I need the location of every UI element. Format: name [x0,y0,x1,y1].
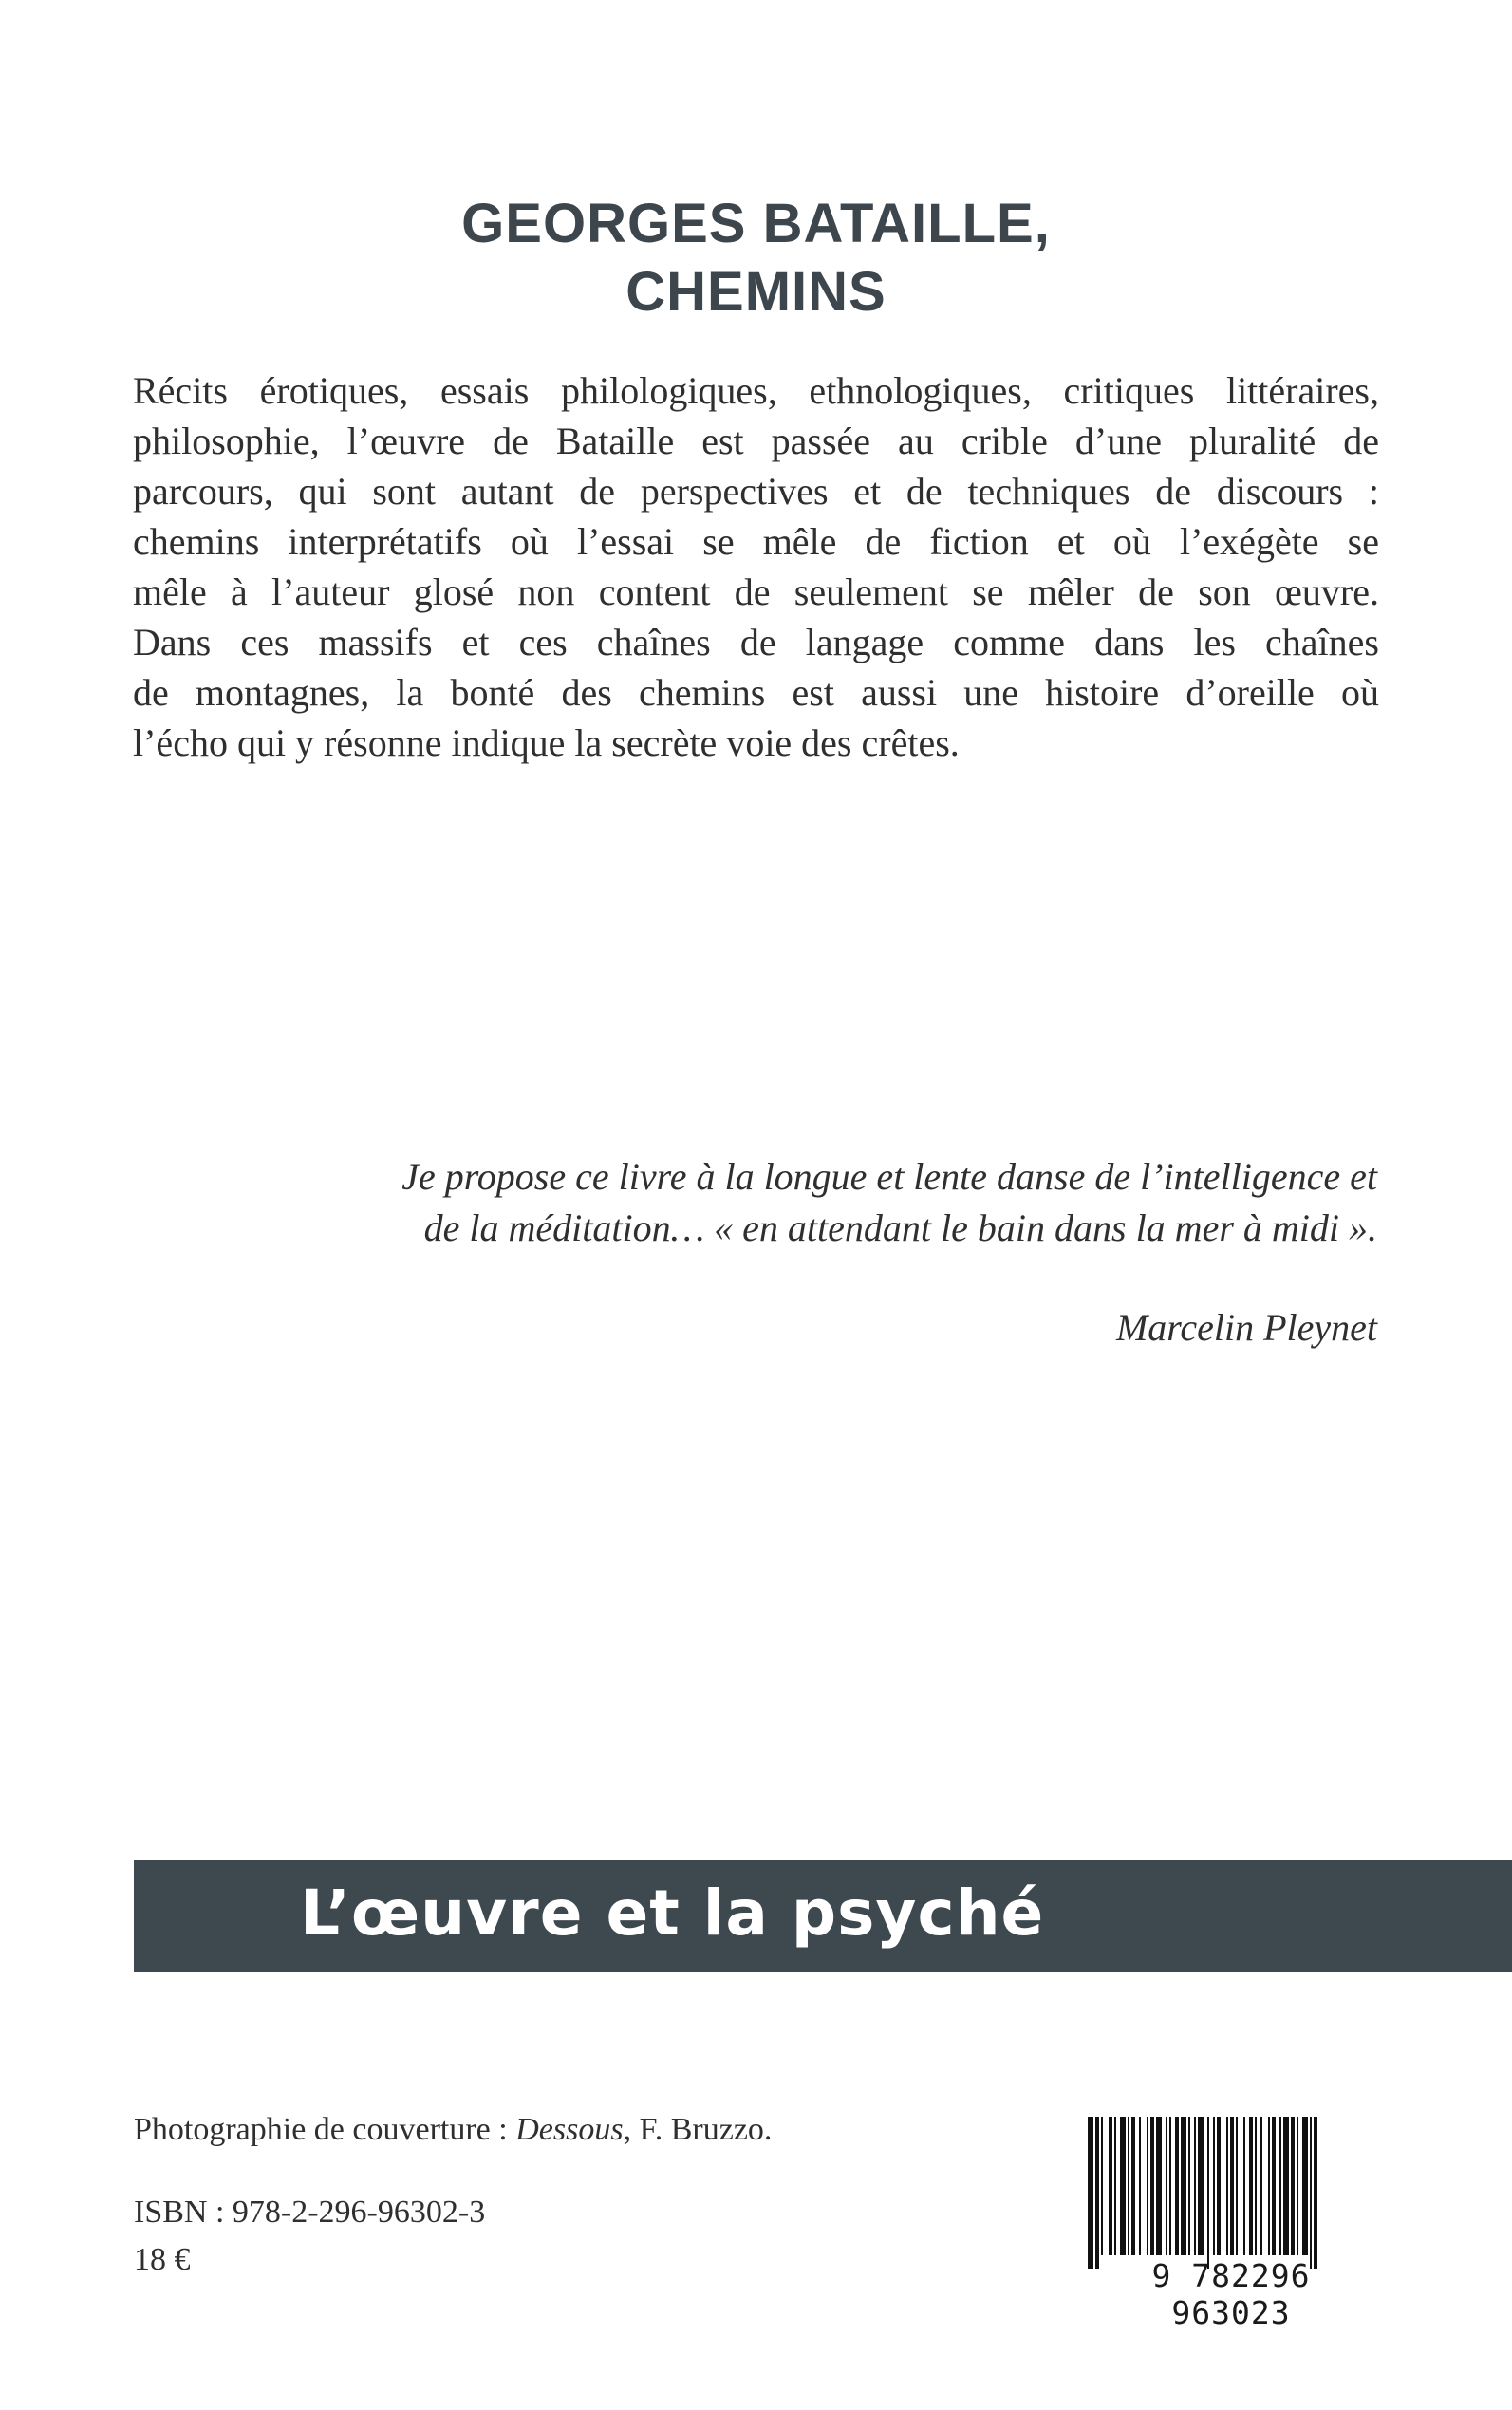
barcode-bar [1226,2117,1228,2255]
isbn-text: ISBN : 978-2-296-96302-3 [134,2195,486,2230]
barcode-digits: 9 782296 963023 [1151,2257,1311,2331]
barcode-bar [1243,2117,1245,2255]
quote-author: Marcelin Pleynet [1115,1306,1377,1349]
series-label: L’œuvre et la psyché [300,1877,1045,1950]
barcode-bar [1114,2117,1116,2255]
barcode-bar [1175,2117,1179,2255]
barcode-bar [1291,2117,1295,2255]
blurb-paragraph [133,365,1379,768]
series-band [134,1860,1512,1972]
barcode-bar [1166,2117,1167,2255]
blurb-line: l’écho qui y résonne indique la secrète voie des crêtes. [133,721,960,764]
barcode-bar [1095,2117,1099,2269]
barcode-bar [1139,2117,1141,2255]
cover-photo-credit [134,2112,772,2148]
barcode-bar [1314,2117,1317,2269]
book-title [0,190,1512,327]
barcode-bar [1169,2117,1171,2255]
price-text: 18 € [134,2242,191,2277]
barcode-bar [1236,2117,1238,2255]
barcode-bar [1217,2117,1221,2255]
blurb-line: mêle à l’auteur glosé non content de seulement se mêler de son œuvre. [133,570,1379,613]
barcode-bar [1230,2117,1234,2255]
credit-suffix: , F. Bruzzo. [623,2112,773,2147]
title-line-1: GEORGES BATAILLE, [461,193,1051,254]
blurb-line: philosophie, l’œuvre de Bataille est passée au crible d’une pluralité de [133,420,1379,462]
barcode-bar [1283,2117,1289,2255]
barcode-bar [1207,2117,1209,2269]
barcode-bar [1109,2117,1112,2255]
barcode-bar [1131,2117,1135,2255]
barcode-bar [1255,2117,1257,2255]
quote-line-2: de la méditation… « en attendant le bain dans la mer à midi ». [423,1206,1377,1249]
barcode-bar [1279,2117,1281,2255]
blurb-line: Dans ces massifs et ces chaînes de langage comme dans les chaînes [133,621,1379,663]
blurb-line: Récits érotiques, essais philologiques, ethnologiques, critiques littéraires, [133,369,1379,412]
epigraph-quote [401,1151,1377,1254]
barcode-bar [1297,2117,1298,2255]
barcode-bar [1302,2117,1308,2255]
barcode-bar [1101,2117,1103,2255]
blurb-line: de montagnes, la bonté des chemins est aussi une histoire d’oreille où [133,671,1379,714]
quote-line-1: Je propose ce livre à la longue et lente danse de l’intelligence et [401,1155,1377,1198]
barcode-bar [1213,2117,1215,2255]
barcode-bar [1249,2117,1253,2255]
barcode-bar [1310,2117,1312,2269]
credit-work-title: Dessous [515,2112,624,2147]
barcode-bar [1268,2117,1270,2255]
barcode-bar [1260,2117,1262,2255]
title-line-2: CHEMINS [625,261,887,323]
barcode-bar [1188,2117,1190,2255]
barcode-bar [1181,2117,1186,2255]
barcode-bar [1120,2117,1126,2255]
barcode-bar [1194,2117,1196,2255]
credit-prefix: Photographie de couverture : [134,2112,516,2147]
barcode-bar [1147,2117,1148,2255]
barcode-bar [1198,2117,1204,2255]
barcode-bar [1088,2117,1093,2269]
barcode-bar [1156,2117,1162,2255]
barcode-bar [1128,2117,1129,2255]
barcode-bar [1272,2117,1276,2255]
blurb-line: parcours, qui sont autant de perspectives et de techniques de discours : [133,470,1379,513]
barcode-bar [1150,2117,1154,2255]
blurb-line: chemins interprétatifs où l’essai se mêle de fiction et où l’exégète se [133,520,1379,563]
